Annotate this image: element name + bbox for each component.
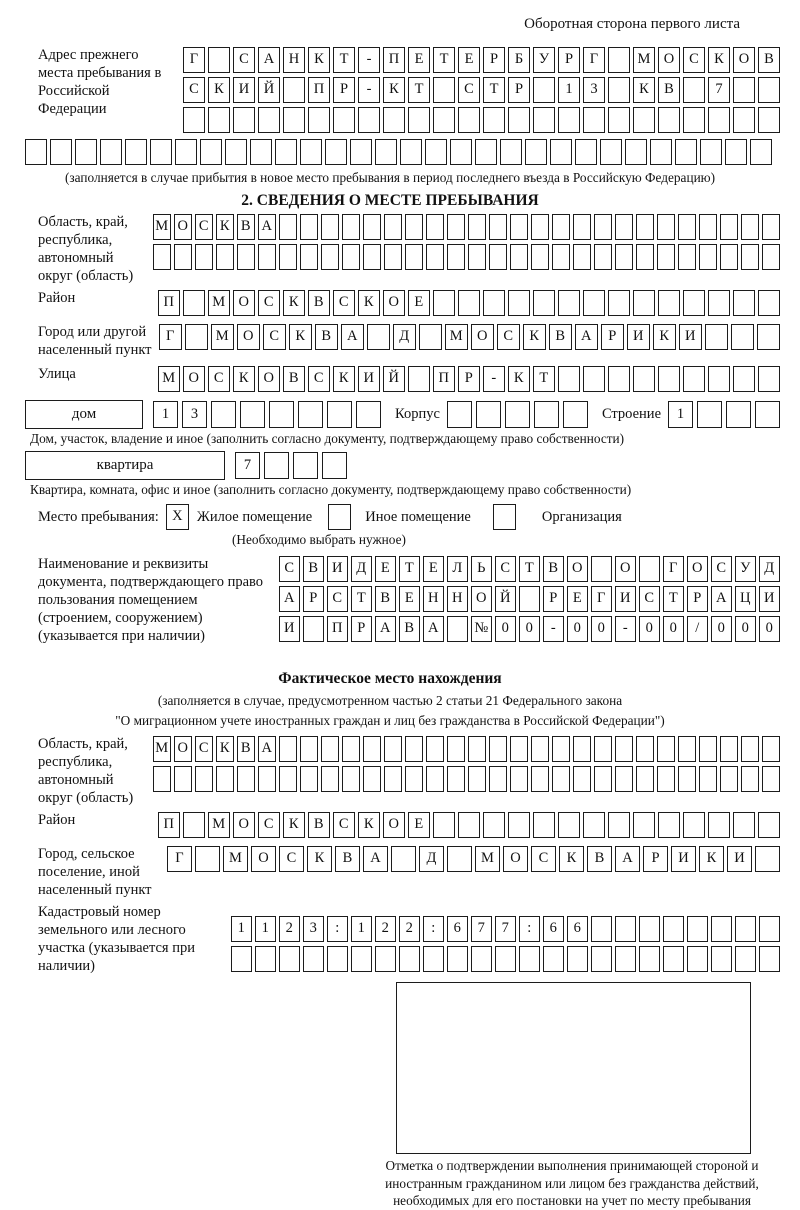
oblast-label: Область, край, республика, автономный округ (область): [38, 214, 134, 285]
actual-location-title: Фактическое место нахождения: [278, 670, 502, 688]
actual-location-caption-1: (заполняется в случае, предусмотренном частью 2 статьи 21 Федерального закона: [157, 693, 623, 709]
field-oblast-2: [0, 736, 780, 808]
checkbox-inoe[interactable]: [328, 504, 351, 530]
prev-address-row-3[interactable]: [183, 107, 780, 133]
prev-address-label: Адрес прежнего места пребывания в Российской Федерации: [38, 47, 162, 117]
option-zhiloe-label: Жилое помещение: [196, 508, 313, 525]
raion-2-row[interactable]: П М О С К В С К О Е: [158, 812, 781, 838]
checkbox-zhiloe[interactable]: X: [166, 504, 189, 530]
gorod-row[interactable]: Г М О С К В А Д М О С К В А Р И К И: [159, 324, 781, 350]
kadastr-row-2[interactable]: [231, 946, 781, 972]
dom-row: [25, 400, 780, 429]
mesto-row: [38, 504, 780, 530]
oblast-2-row-2[interactable]: [153, 766, 781, 792]
kvartira-box: квартира: [25, 451, 225, 480]
oblast-row-2[interactable]: [153, 244, 781, 270]
field-raion: [0, 290, 780, 320]
stamp-box: [396, 982, 751, 1154]
field-gorod: [0, 324, 780, 362]
document-label: Наименование и реквизиты документа, подтверждающего право пользования помещением (строением, сооружением) (указывается при наличии): [38, 556, 264, 645]
dom-caption: Дом, участок, владение и иное (заполнить согласно документу, подтверждающему право собственности): [30, 431, 625, 447]
field-document: [0, 556, 780, 660]
section2-title: 2. СВЕДЕНИЯ О МЕСТЕ ПРЕБЫВАНИЯ: [241, 192, 539, 210]
option-inoe-label: Иное помещение: [365, 508, 471, 525]
raion-2-label: Район: [38, 812, 76, 829]
document-row-2[interactable]: А Р С Т В Е Н Н О Й Р Е Г И С Т Р А Ц И: [279, 586, 781, 612]
ulitsa-label: Улица: [38, 366, 76, 383]
kvartira-number-cells[interactable]: 7: [235, 452, 347, 479]
prev-address-row-1[interactable]: Г С А Н К Т - П Е Т Е Р Б У Р Г М О С К О В: [183, 47, 780, 73]
gorod-2-label: Город, сельское поселение, иной населенный пункт: [38, 846, 152, 899]
oblast-row-1[interactable]: М О С К В А: [153, 214, 781, 240]
kvartira-row: [25, 451, 780, 480]
kadastr-row-1[interactable]: 1 1 2 3 : 1 2 2 : 6 7 7 : 6 6: [231, 916, 781, 942]
mesto-note: (Необходимо выбрать нужное): [232, 532, 406, 548]
mesto-label: Место пребывания:: [38, 508, 159, 525]
gorod-label: Город или другой населенный пункт: [38, 324, 152, 359]
kadastr-label: Кадастровый номер земельного или лесного участка (указывается при наличии): [38, 904, 195, 974]
document-row-1[interactable]: С В И Д Е Т Е Л Ь С Т В О О Г О С У Д: [279, 556, 781, 582]
stroenie-label: Строение: [601, 406, 661, 423]
page-side-note: Оборотная сторона первого листа: [524, 16, 740, 32]
oblast-cells: [153, 214, 781, 274]
field-oblast: [0, 214, 780, 286]
raion-label: Район: [38, 290, 76, 307]
kvartira-caption: Квартира, комната, офис и иное (заполнить согласно документу, подтверждающему право собственности): [30, 482, 632, 498]
ulitsa-row[interactable]: М О С К О В С К И Й П Р - К Т: [158, 366, 781, 392]
stroenie-cells[interactable]: 1: [668, 401, 780, 428]
field-gorod-2: [0, 846, 780, 900]
oblast-2-label: Область, край, республика, автономный округ (область): [38, 736, 134, 807]
gorod-2-row[interactable]: Г М О С К В А Д М О С К В А Р И К И: [167, 846, 780, 872]
stamp-caption: Отметка о подтверждении выполнения принимающей стороной и иностранным гражданином или лицом без гражданства действий, необходимых для его постановки на учет по месту пребывания: [385, 1158, 759, 1209]
form-back-page: [0, 16, 800, 1209]
dom-number-cells[interactable]: 1 3: [153, 401, 381, 428]
prev-address-row-4[interactable]: [0, 139, 780, 165]
prev-address-caption: (заполняется в случае прибытия в новое место пребывания в период последнего въезда в Российскую Федерацию): [64, 170, 716, 185]
document-row-3[interactable]: И П Р А В А № 0 0 - 0 0 - 0 0 / 0 0 0: [279, 616, 781, 642]
field-kadastr: [0, 904, 780, 976]
actual-location-caption-2: "О миграционном учете иностранных граждан и лиц без гражданства в Российской Федерации"): [115, 713, 665, 729]
field-ulitsa: [0, 366, 780, 396]
korpus-cells[interactable]: [447, 401, 588, 428]
checkbox-org[interactable]: [493, 504, 516, 530]
prev-address-row-2[interactable]: С К И Й П Р - К Т С Т Р 1 3 К В 7: [183, 77, 780, 103]
prev-address-cells: [183, 47, 780, 137]
raion-row[interactable]: П М О С К В С К О Е: [158, 290, 781, 316]
korpus-label: Корпус: [395, 406, 440, 423]
field-prev-address: [0, 47, 780, 137]
option-org-label: Организация: [541, 508, 622, 525]
oblast-2-row-1[interactable]: М О С К В А: [153, 736, 781, 762]
field-raion-2: [0, 812, 780, 842]
dom-box: дом: [25, 400, 143, 429]
